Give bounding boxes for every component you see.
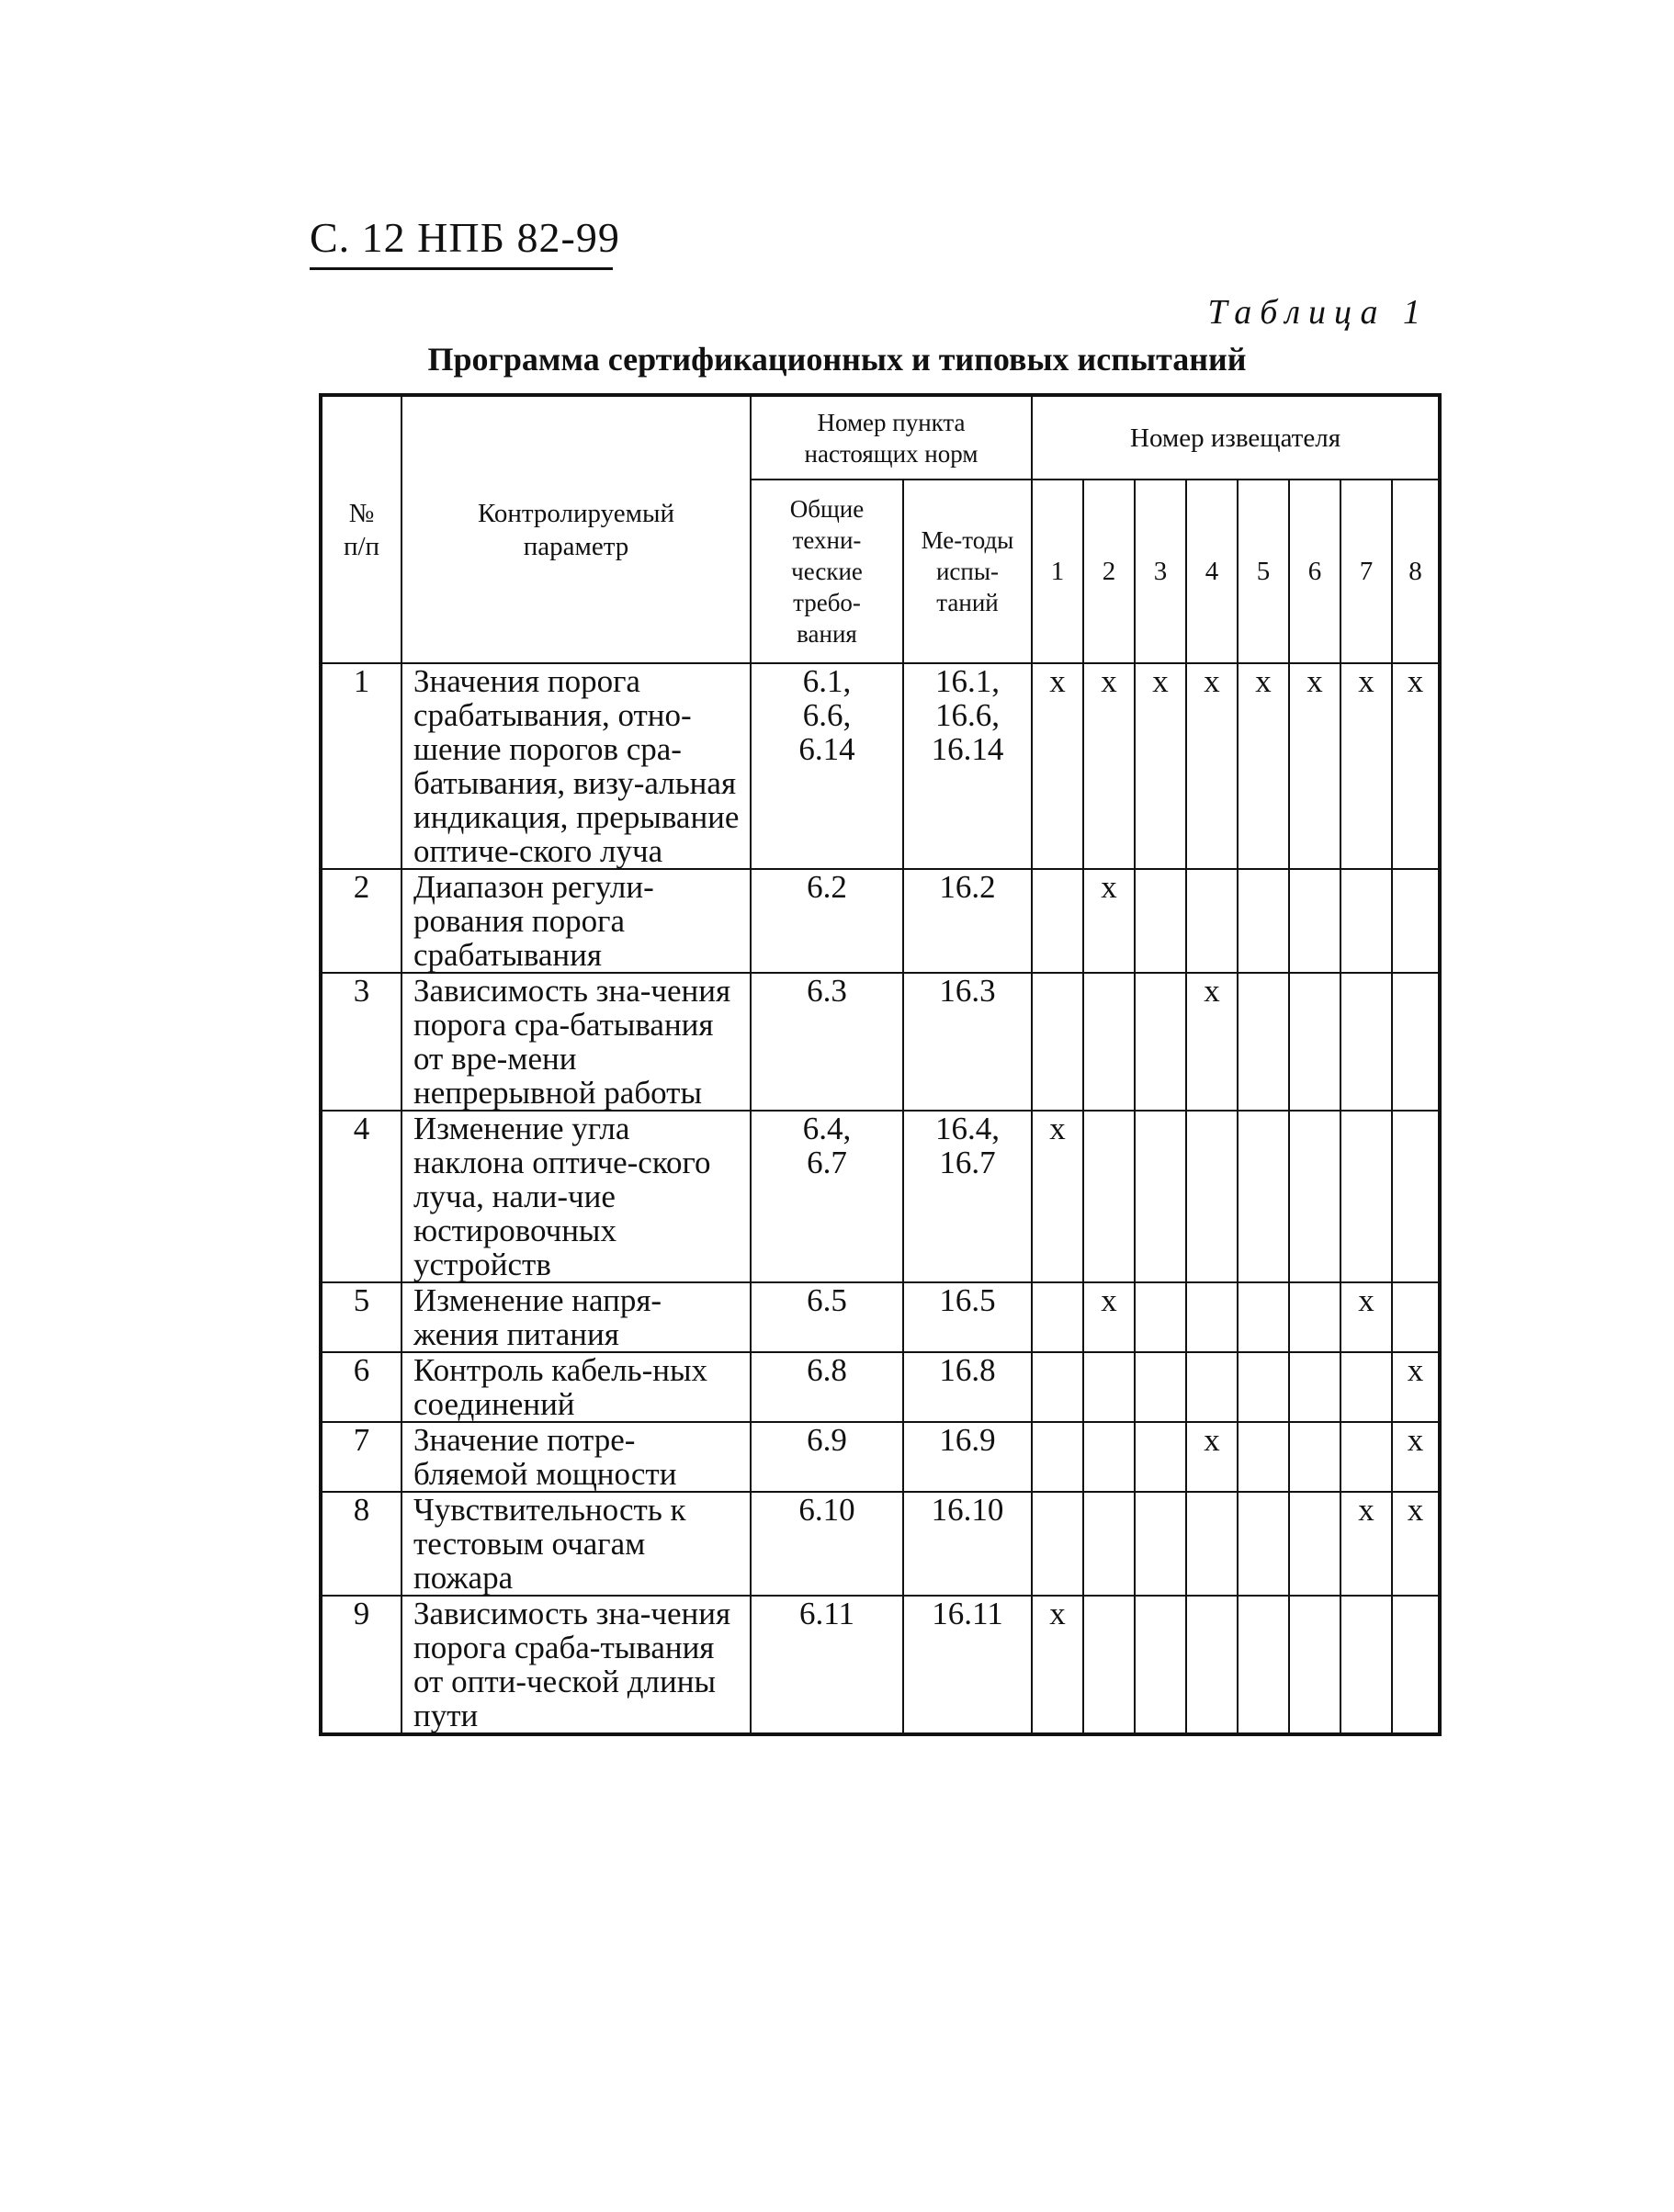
row-number: 2 <box>321 869 402 973</box>
detector-4-mark: x <box>1186 663 1238 869</box>
header-general-requirements: Общие техни-ческие требо-вания <box>751 480 903 663</box>
table-row <box>321 1352 1440 1422</box>
detector-5-mark <box>1238 1492 1289 1596</box>
row-general-requirements: 6.5 <box>751 1282 903 1352</box>
detector-4-mark <box>1186 1282 1238 1352</box>
detector-8-mark: x <box>1392 1352 1440 1422</box>
detector-7-mark <box>1340 1422 1392 1492</box>
detector-5-mark <box>1238 869 1289 973</box>
detector-2-mark: x <box>1083 869 1135 973</box>
header-detector-8: 8 <box>1392 480 1440 663</box>
detector-6-mark <box>1289 1282 1340 1352</box>
detector-6-mark: x <box>1289 663 1340 869</box>
row-test-methods: 16.2 <box>903 869 1032 973</box>
row-number: 9 <box>321 1596 402 1734</box>
detector-4-mark <box>1186 1596 1238 1734</box>
detector-3-mark <box>1135 1111 1186 1282</box>
header-num: № п/п <box>321 395 402 663</box>
detector-2-mark <box>1083 1492 1135 1596</box>
header-detector-6: 6 <box>1289 480 1340 663</box>
detector-8-mark <box>1392 1111 1440 1282</box>
detector-7-mark: x <box>1340 1282 1392 1352</box>
page-header: С. 12 НПБ 82-99 <box>310 213 613 270</box>
row-number: 3 <box>321 973 402 1111</box>
detector-7-mark <box>1340 1596 1392 1734</box>
detector-8-mark: x <box>1392 663 1440 869</box>
detector-1-mark <box>1032 1422 1083 1492</box>
detector-4-mark <box>1186 1352 1238 1422</box>
row-general-requirements: 6.4, 6.7 <box>751 1111 903 1282</box>
table-row <box>321 869 1440 973</box>
detector-2-mark: x <box>1083 1282 1135 1352</box>
detector-3-mark <box>1135 1282 1186 1352</box>
row-test-methods: 16.9 <box>903 1422 1032 1492</box>
detector-4-mark <box>1186 869 1238 973</box>
table-row <box>321 1492 1440 1596</box>
detector-1-mark <box>1032 1352 1083 1422</box>
detector-4-mark: x <box>1186 1422 1238 1492</box>
detector-6-mark <box>1289 1111 1340 1282</box>
row-general-requirements: 6.10 <box>751 1492 903 1596</box>
detector-1-mark <box>1032 973 1083 1111</box>
detector-7-mark <box>1340 869 1392 973</box>
detector-3-mark <box>1135 973 1186 1111</box>
detector-2-mark <box>1083 1352 1135 1422</box>
header-detector-7: 7 <box>1340 480 1392 663</box>
detector-2-mark <box>1083 1111 1135 1282</box>
detector-5-mark <box>1238 973 1289 1111</box>
row-parameter: Зависимость зна-чения порога сраба-тывания от опти-ческой длины пути <box>402 1596 751 1734</box>
detector-6-mark <box>1289 1596 1340 1734</box>
detector-7-mark <box>1340 1111 1392 1282</box>
detector-4-mark <box>1186 1492 1238 1596</box>
row-general-requirements: 6.8 <box>751 1352 903 1422</box>
detector-7-mark <box>1340 973 1392 1111</box>
header-detector-group: Номер извещателя <box>1032 395 1440 480</box>
detector-2-mark <box>1083 1422 1135 1492</box>
detector-3-mark: x <box>1135 663 1186 869</box>
detector-5-mark <box>1238 1596 1289 1734</box>
detector-1-mark: x <box>1032 663 1083 869</box>
row-general-requirements: 6.9 <box>751 1422 903 1492</box>
detector-6-mark <box>1289 1352 1340 1422</box>
row-test-methods: 16.10 <box>903 1492 1032 1596</box>
detector-1-mark <box>1032 1282 1083 1352</box>
detector-7-mark: x <box>1340 1492 1392 1596</box>
detector-5-mark <box>1238 1422 1289 1492</box>
detector-3-mark <box>1135 1596 1186 1734</box>
detector-8-mark <box>1392 973 1440 1111</box>
row-number: 7 <box>321 1422 402 1492</box>
row-number: 1 <box>321 663 402 869</box>
header-detector-5: 5 <box>1238 480 1289 663</box>
header-param: Контролируемый параметр <box>402 395 751 663</box>
detector-3-mark <box>1135 1422 1186 1492</box>
row-test-methods: 16.8 <box>903 1352 1032 1422</box>
detector-4-mark: x <box>1186 973 1238 1111</box>
detector-5-mark <box>1238 1282 1289 1352</box>
detector-7-mark: x <box>1340 663 1392 869</box>
row-general-requirements: 6.11 <box>751 1596 903 1734</box>
header-clause-group: Номер пункта настоящих норм <box>751 395 1032 480</box>
row-number: 8 <box>321 1492 402 1596</box>
detector-5-mark <box>1238 1352 1289 1422</box>
detector-8-mark <box>1392 1596 1440 1734</box>
detector-8-mark <box>1392 1282 1440 1352</box>
detector-3-mark <box>1135 869 1186 973</box>
table-caption: Таблица 1 <box>1207 293 1429 332</box>
detector-6-mark <box>1289 973 1340 1111</box>
detector-4-mark <box>1186 1111 1238 1282</box>
detector-7-mark <box>1340 1352 1392 1422</box>
detector-1-mark <box>1032 1492 1083 1596</box>
row-general-requirements: 6.2 <box>751 869 903 973</box>
header-test-methods: Ме-тоды испы-таний <box>903 480 1032 663</box>
detector-6-mark <box>1289 1422 1340 1492</box>
row-number: 5 <box>321 1282 402 1352</box>
row-number: 4 <box>321 1111 402 1282</box>
detector-5-mark <box>1238 1111 1289 1282</box>
table-row <box>321 1596 1440 1734</box>
detector-2-mark: x <box>1083 663 1135 869</box>
row-parameter: Чувствительность к тестовым очагам пожара <box>402 1492 751 1596</box>
detector-2-mark <box>1083 973 1135 1111</box>
row-parameter: Диапазон регули-рования порога срабатывания <box>402 869 751 973</box>
detector-5-mark: x <box>1238 663 1289 869</box>
row-parameter: Изменение угла наклона оптиче-ского луча, нали-чие юстировочных устройств <box>402 1111 751 1282</box>
row-test-methods: 16.3 <box>903 973 1032 1111</box>
table-row <box>321 1282 1440 1352</box>
detector-2-mark <box>1083 1596 1135 1734</box>
table-row <box>321 663 1440 869</box>
table-title: Программа сертификационных и типовых испытаний <box>427 341 1247 378</box>
detector-8-mark: x <box>1392 1422 1440 1492</box>
header-detector-4: 4 <box>1186 480 1238 663</box>
row-parameter: Зависимость зна-чения порога сра-батывания от вре-мени непрерывной работы <box>402 973 751 1111</box>
detector-1-mark <box>1032 869 1083 973</box>
row-test-methods: 16.1, 16.6, 16.14 <box>903 663 1032 869</box>
header-detector-1: 1 <box>1032 480 1083 663</box>
detector-1-mark: x <box>1032 1596 1083 1734</box>
table-row <box>321 973 1440 1111</box>
row-parameter: Изменение напря-жения питания <box>402 1282 751 1352</box>
detector-6-mark <box>1289 869 1340 973</box>
detector-6-mark <box>1289 1492 1340 1596</box>
row-test-methods: 16.5 <box>903 1282 1032 1352</box>
row-general-requirements: 6.3 <box>751 973 903 1111</box>
detector-8-mark <box>1392 869 1440 973</box>
detector-3-mark <box>1135 1352 1186 1422</box>
row-parameter: Значения порога срабатывания, отно-шение порогов сра-батывания, визу-альная индикация, прерывание оптиче-ского луча <box>402 663 751 869</box>
row-number: 6 <box>321 1352 402 1422</box>
detector-1-mark: x <box>1032 1111 1083 1282</box>
row-test-methods: 16.4, 16.7 <box>903 1111 1032 1282</box>
detector-8-mark: x <box>1392 1492 1440 1596</box>
row-general-requirements: 6.1, 6.6, 6.14 <box>751 663 903 869</box>
header-detector-2: 2 <box>1083 480 1135 663</box>
row-test-methods: 16.11 <box>903 1596 1032 1734</box>
table-row <box>321 1111 1440 1282</box>
table-row <box>321 1422 1440 1492</box>
test-program-table <box>319 393 1442 1736</box>
row-parameter: Контроль кабель-ных соединений <box>402 1352 751 1422</box>
header-detector-3: 3 <box>1135 480 1186 663</box>
detector-3-mark <box>1135 1492 1186 1596</box>
row-parameter: Значение потре-бляемой мощности <box>402 1422 751 1492</box>
